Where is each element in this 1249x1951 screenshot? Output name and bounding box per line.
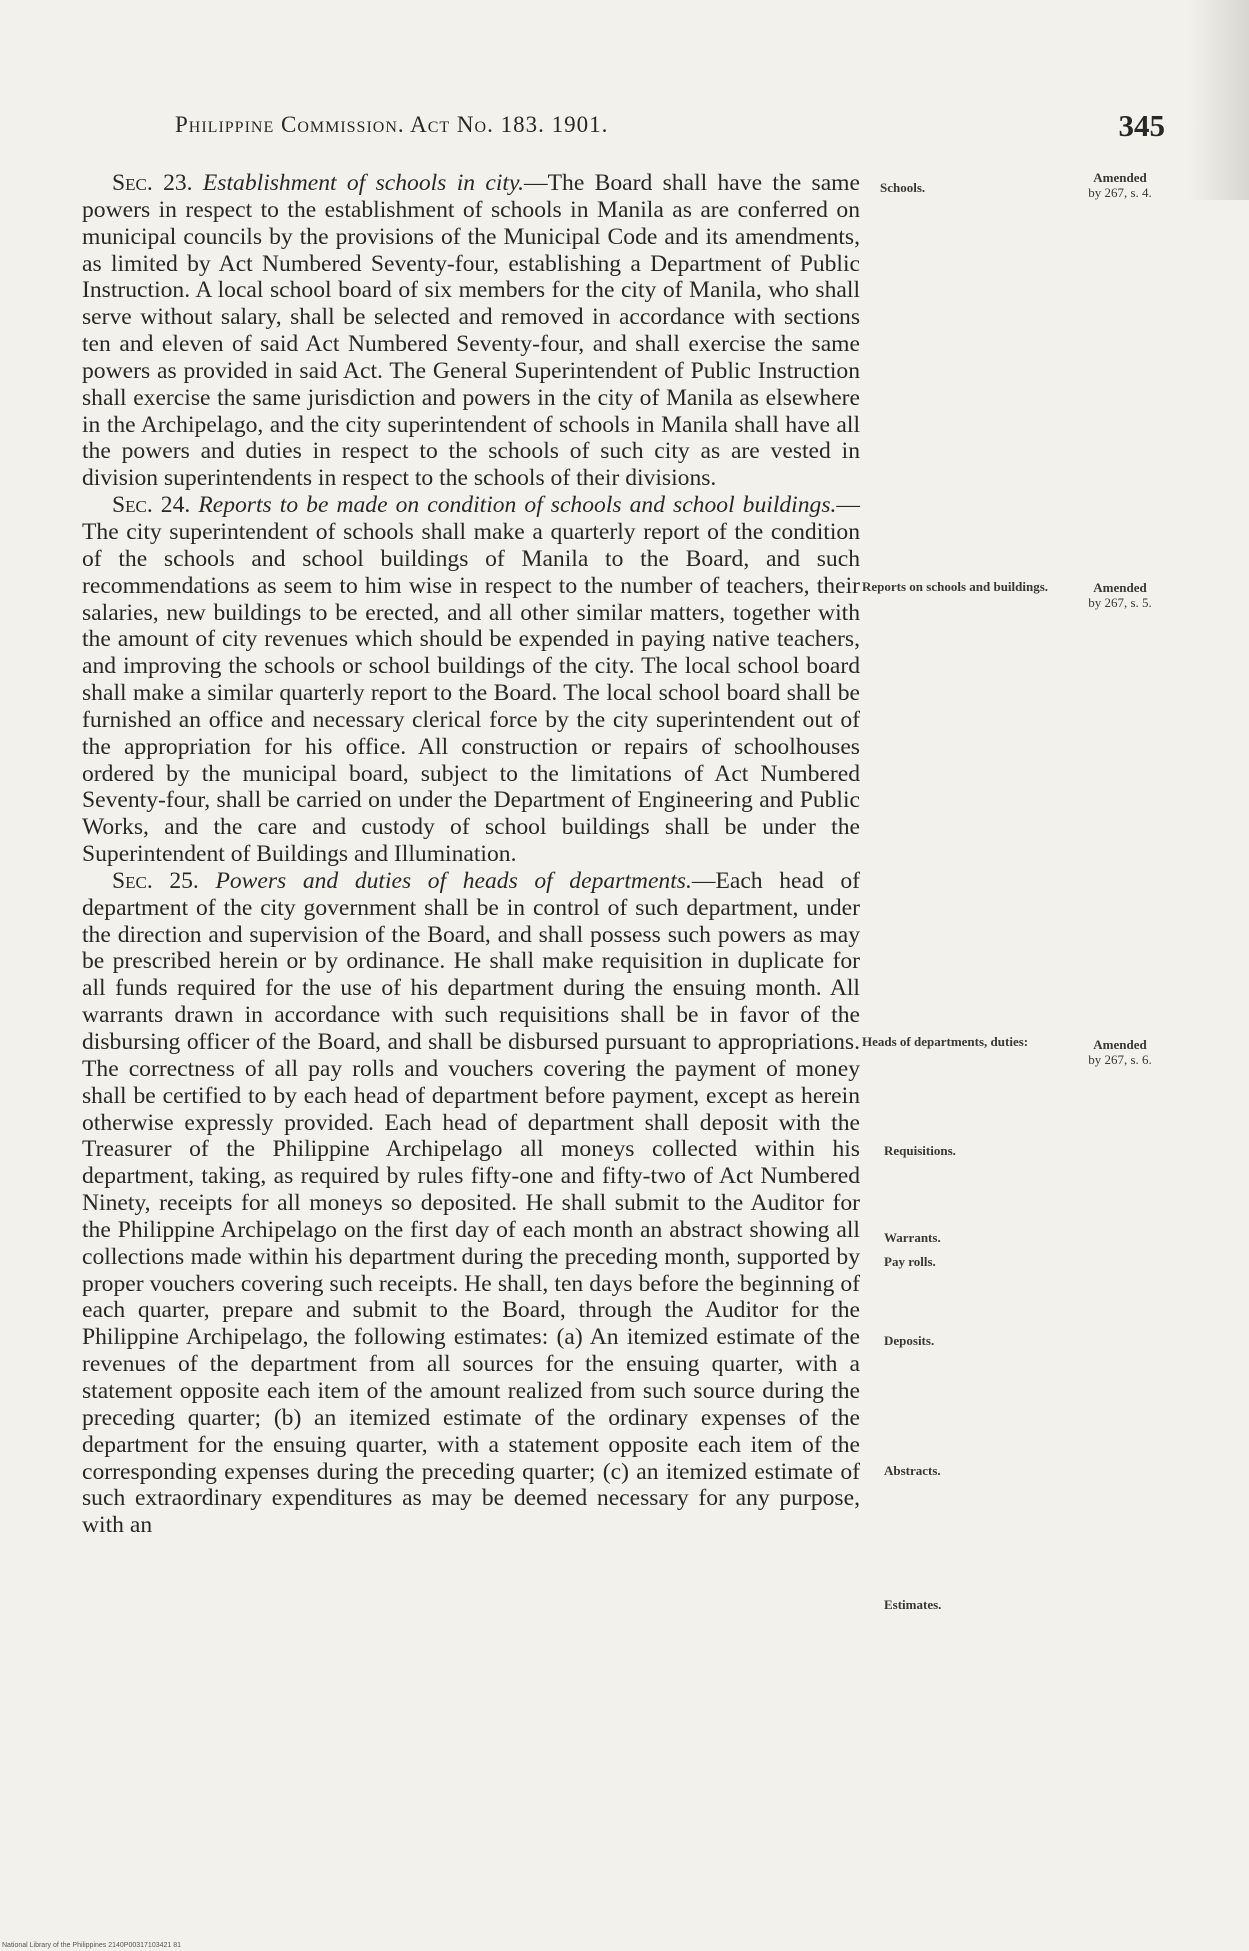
section-24 bbox=[82, 492, 860, 868]
section-text: —The city superintendent of schools shall make a quarterly report of the condition of the schools and school buildings of Manila to the Board, and such recommendations as seem to him wise in respect to the number of teachers, their salaries, new buildings to be erected, and all other similar matters, together with the amount of city revenues which should be expended in paying native teachers, and improving the schools or school buildings of the city. The local school board shall make a similar quarterly report to the Board. The local school board shall be furnished an office and necessary clerical force by the city superintendent out of the appropriation for his office. All construction or repairs of schoolhouses ordered by the municipal board, subject to the limitations of Act Numbered Seventy-four, shall be carried on under the Department of Engineering and Public Works, and the care and custody of school buildings shall be under the Superintendent of Buildings and Illumination. bbox=[82, 492, 860, 868]
margin-note-schools: Schools. bbox=[880, 180, 926, 195]
amendment-word: Amended bbox=[1093, 580, 1147, 595]
page-header bbox=[175, 108, 1165, 152]
page-number: 345 bbox=[1118, 108, 1165, 143]
amendment-word: Amended bbox=[1093, 1037, 1147, 1052]
amendment-ref: by 267, s. 6. bbox=[1088, 1052, 1152, 1067]
margin-note-heads: Heads of departments, duties: bbox=[862, 1034, 1029, 1049]
section-number: Sec. 25. bbox=[112, 867, 199, 894]
margin-note-warrants: Warrants. bbox=[884, 1230, 941, 1245]
margin-note-deposits: Deposits. bbox=[884, 1333, 935, 1348]
section-title: Powers and duties of heads of departments. bbox=[215, 867, 692, 894]
amendment-ref: by 267, s. 5. bbox=[1088, 595, 1152, 610]
body-text bbox=[82, 170, 860, 1539]
amendment-word: Amended bbox=[1093, 170, 1147, 185]
amendment-note-sec24 bbox=[1060, 580, 1180, 610]
section-title: Reports to be made on condition of schools and school buildings. bbox=[198, 492, 837, 519]
scan-shadow bbox=[1189, 0, 1249, 200]
scan-footer: National Library of the Philippines 2140P00317103421 81 bbox=[2, 1942, 182, 1949]
amendment-ref: by 267, s. 4. bbox=[1088, 185, 1152, 200]
amendment-note-sec23 bbox=[1060, 170, 1180, 200]
section-text: —The Board shall have the same powers in respect to the establishment of schools in Manila as are conferred on municipal councils by the provisions of the Municipal Code and its amendments, as limited by Act Numbered Seventy-four, establishing a Department of Public Instruction. A local school board of six members for the city of Manila, who shall serve without salary, shall be selected and removed in accordance with sections ten and eleven of said Act Numbered Seventy-four, and shall exercise the same powers as provided in said Act. The General Superintendent of Public Instruction shall exercise the same jurisdiction and powers in the city of Manila as elsewhere in the Archipelago, and the city superintendent of schools in Manila shall have all the powers and duties in respect to the schools of such city as are vested in division superintendents in respect to the schools of their divisions. bbox=[82, 170, 860, 492]
amendment-note-sec25 bbox=[1060, 1037, 1180, 1067]
section-number: Sec. 24. bbox=[112, 492, 191, 519]
margin-note-reports: Reports on schools and buildings. bbox=[862, 579, 1049, 594]
section-number: Sec. 23. bbox=[112, 170, 193, 196]
margin-note-pay-rolls: Pay rolls. bbox=[884, 1254, 936, 1269]
section-title: Establishment of schools in city. bbox=[202, 170, 525, 196]
margin-note-abstracts: Abstracts. bbox=[884, 1463, 941, 1478]
running-head: Philippine Commission. Act No. 183. 1901. bbox=[175, 112, 609, 137]
section-25 bbox=[82, 868, 860, 1539]
section-text: —Each head of department of the city government shall be in control of such department, under the direction and supervision of the Board, and shall possess such powers as may be prescribed herein or by ordinance. He shall make requisition in duplicate for all funds required for the use of his department during the ensuing month. All warrants drawn in accordance with such requisitions shall be in favor of the disbursing officer of the Board, and shall be disbursed pursuant to appropriations. The correctness of all pay rolls and vouchers covering the payment of money shall be certified to by each head of department before payment, except as herein otherwise expressly provided. Each head of department shall deposit with the Treasurer of the Philippine Archipelago all moneys collected within his department, taking, as required by rules fifty-one and fifty-two of Act Numbered Ninety, receipts for all moneys so deposited. He shall submit to the Auditor for the Philippine Archipelago on the first day of each month an abstract showing all collections made within his department during the preceding month, supported by proper vouchers covering such receipts. He shall, ten days before the beginning of each quarter, prepare and submit to the Board, through the Auditor for the Philippine Archipelago, the following estimates: (a) An itemized estimate of the revenues of the department from all sources for the ensuing quarter, with a statement opposite each item of the amount realized from such source during the preceding quarter; (b) an itemized estimate of the ordinary expenses of the department for the ensuing quarter, with a statement opposite each item of the corresponding expenses during the preceding quarter; (c) an itemized estimate of such extraordinary expenditures as may be deemed necessary for any purpose, with an bbox=[82, 867, 860, 1539]
section-23 bbox=[82, 170, 860, 492]
margin-note-requisitions: Requisitions. bbox=[884, 1143, 956, 1158]
margin-note-estimates: Estimates. bbox=[884, 1597, 942, 1612]
